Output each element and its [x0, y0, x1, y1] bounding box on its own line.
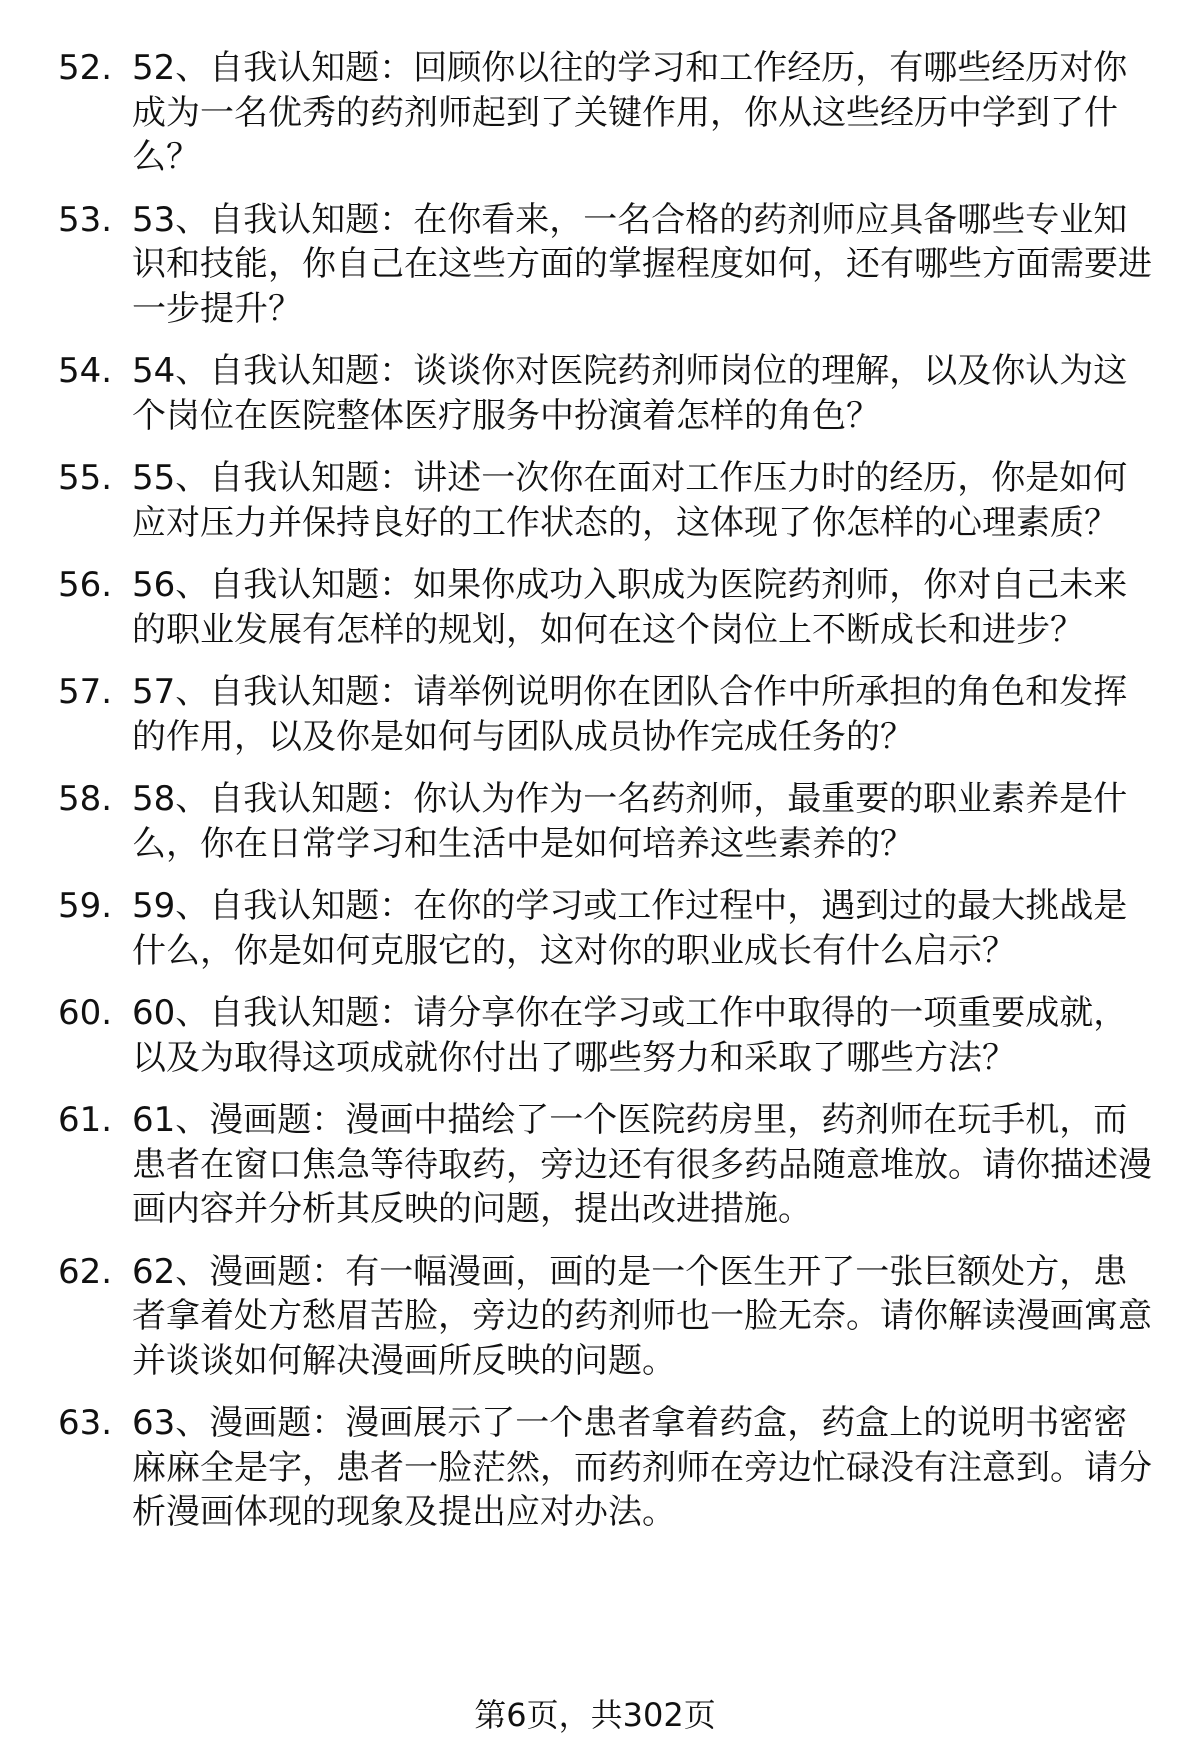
question-item	[58, 349, 1158, 438]
question-number: 63.	[58, 1403, 113, 1443]
question-item	[58, 1098, 1158, 1232]
question-text: 62、漫画题：有一幅漫画，画的是一个医生开了一张巨额处方，患者拿着处方愁眉苦脸，旁边的药剂师也一脸无奈。请你解读漫画寓意并谈谈如何解决漫画所反映的问题。	[132, 1251, 1152, 1381]
question-number: 56.	[58, 565, 113, 605]
question-list	[58, 46, 1158, 1553]
question-text: 52、自我认知题：回顾你以往的学习和工作经历，有哪些经历对你成为一名优秀的药剂师起到了关键作用，你从这些经历中学到了什么？	[132, 48, 1128, 177]
question-text: 58、自我认知题：你认为作为一名药剂师，最重要的职业素养是什么，你在日常学习和生活中是如何培养这些素养的？	[132, 779, 1128, 864]
question-text: 57、自我认知题：请举例说明你在团队合作中所承担的角色和发挥的作用，以及你是如何与团队成员协作完成任务的？	[132, 672, 1128, 757]
question-item	[58, 670, 1158, 759]
question-number: 59.	[58, 886, 113, 926]
question-number: 54.	[58, 351, 113, 391]
question-text: 63、漫画题：漫画展示了一个患者拿着药盒，药盒上的说明书密密麻麻全是字，患者一脸茫然，而药剂师在旁边忙碌没有注意到。请分析漫画体现的现象及提出应对办法。	[132, 1403, 1152, 1532]
question-item	[58, 563, 1158, 652]
question-item	[58, 777, 1158, 866]
question-item	[58, 1401, 1158, 1535]
question-number: 57.	[58, 672, 113, 712]
question-text: 59、自我认知题：在你的学习或工作过程中，遇到过的最大挑战是什么，你是如何克服它的，这对你的职业成长有什么启示？	[132, 886, 1128, 971]
question-number: 58.	[58, 779, 113, 819]
question-text: 54、自我认知题：谈谈你对医院药剂师岗位的理解，以及你认为这个岗位在医院整体医疗服务中扮演着怎样的角色？	[132, 351, 1128, 436]
question-item	[58, 991, 1158, 1080]
page-footer	[0, 1695, 1190, 1735]
question-number: 55.	[58, 458, 113, 498]
page-number-label: 第6页，共302页	[474, 1696, 716, 1734]
question-text: 61、漫画题：漫画中描绘了一个医院药房里，药剂师在玩手机，而患者在窗口焦急等待取药，旁边还有很多药品随意堆放。请你描述漫画内容并分析其反映的问题，提出改进措施。	[132, 1100, 1152, 1229]
question-item	[58, 884, 1158, 973]
question-text: 55、自我认知题：讲述一次你在面对工作压力时的经历，你是如何应对压力并保持良好的工作状态的，这体现了你怎样的心理素质？	[132, 458, 1128, 543]
question-item	[58, 46, 1158, 180]
question-number: 53.	[58, 199, 113, 240]
question-item	[58, 1250, 1158, 1384]
question-number: 62.	[58, 1251, 113, 1292]
question-text: 60、自我认知题：请分享你在学习或工作中取得的一项重要成就，以及为取得这项成就你付出了哪些努力和采取了哪些方法？	[132, 993, 1128, 1078]
question-text: 56、自我认知题：如果你成功入职成为医院药剂师，你对自己未来的职业发展有怎样的规划，如何在这个岗位上不断成长和进步？	[132, 565, 1128, 650]
question-number: 61.	[58, 1100, 113, 1140]
question-item	[58, 456, 1158, 545]
question-number: 52.	[58, 48, 113, 88]
question-item	[58, 198, 1158, 332]
question-text: 53、自我认知题：在你看来，一名合格的药剂师应具备哪些专业知识和技能，你自己在这些方面的掌握程度如何，还有哪些方面需要进一步提升？	[132, 199, 1152, 329]
question-number: 60.	[58, 993, 113, 1033]
